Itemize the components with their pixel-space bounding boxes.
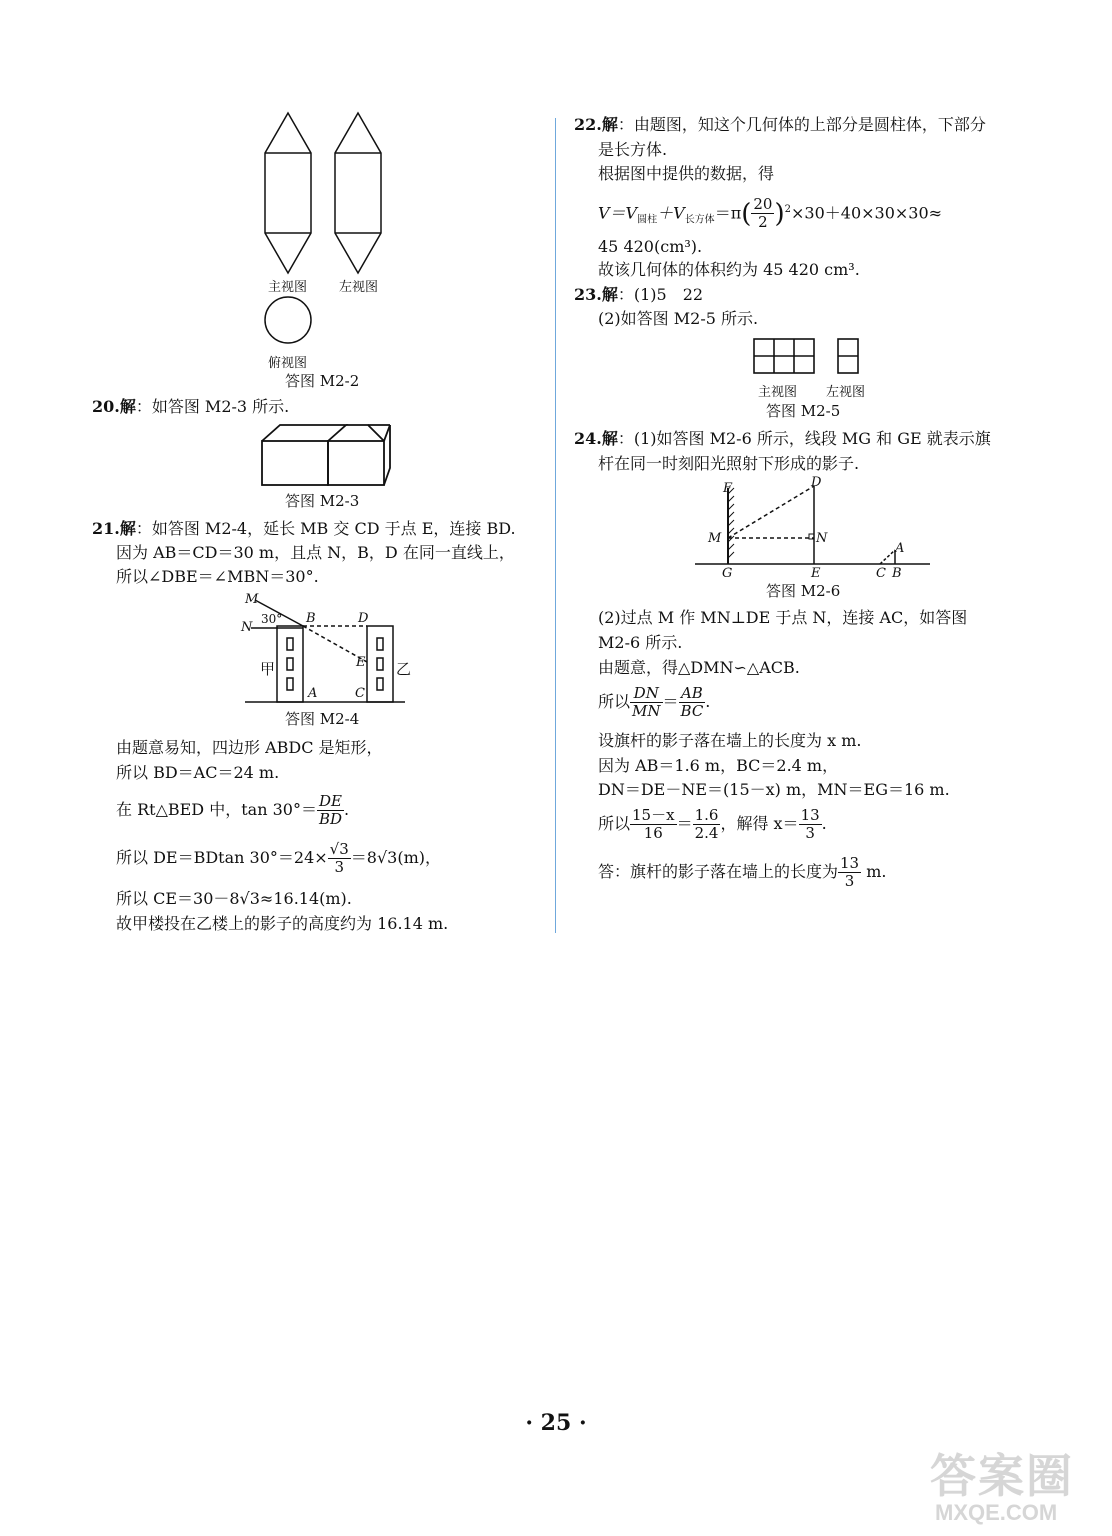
fraction-answer-13-3: [838, 855, 861, 890]
fraction-de-bd: [317, 793, 344, 828]
left-view-shape: [335, 113, 381, 273]
pt6-e: E: [811, 566, 821, 581]
pt-b: B: [306, 611, 316, 626]
q22-line-2: 是长方体.: [598, 140, 668, 159]
q21-line-4: 由题意易知，四边形 ABDC 是矩形，: [116, 738, 383, 757]
frac-den: 3: [844, 872, 855, 890]
pt-a: A: [308, 686, 318, 701]
frac-den: 2: [758, 213, 768, 232]
q21-line-7: [116, 838, 441, 878]
watermark-url: MXQE.COM: [935, 1500, 1058, 1525]
q22-sub-cylinder: 圆柱: [637, 214, 658, 226]
q24-line-6: [598, 682, 710, 722]
label-top-view: 俯视图: [268, 356, 308, 371]
q22-line-4: $V=V_{圆柱}+V_{长方体}=\pi$( $\frac{20}{2}$ )$^2$×30＋40×30×30≈: [598, 195, 943, 232]
q24-line-2: 杆在同一时刻阳光照射下形成的影子.: [598, 454, 860, 473]
frac-num: 15－x: [632, 806, 675, 824]
frac-den: 2.4: [694, 824, 719, 842]
frac-num: AB: [679, 685, 706, 703]
q24-text-10b: ，解得 x＝: [720, 814, 799, 833]
pt6-d: D: [811, 475, 822, 490]
front-view-shape: [265, 113, 311, 273]
top-view-circle: [265, 297, 311, 343]
q20-number: 20.解: [92, 397, 136, 416]
fraction-1.6-2.4: [693, 807, 721, 842]
fraction-20-2: [751, 196, 774, 231]
q24-text-10a: 所以: [598, 814, 631, 833]
frac-den: 16: [643, 824, 663, 842]
q21-text-6b: .: [344, 800, 350, 819]
frac-num: 1.6: [694, 806, 719, 824]
q22-line-6: 故该几何体的体积约为 45 420 cm³.: [598, 260, 860, 279]
pt6-a: A: [895, 541, 905, 556]
q24-number: 24.解: [574, 429, 618, 448]
q21-line-8: 所以 CE＝30－8√3≈16.14(m).: [116, 889, 352, 908]
pt6-b: B: [892, 566, 902, 581]
q23-line-2: (2)如答图 M2-5 所示.: [598, 309, 759, 328]
frac-num: 20: [753, 195, 773, 214]
q23-number: 23.解: [574, 285, 618, 304]
fraction-13-3: [799, 807, 822, 842]
frac-num: 13: [840, 854, 860, 872]
q22-line-5: 45 420(cm³).: [598, 237, 703, 256]
q23-text-1: ：(1)5 22: [617, 285, 704, 304]
frac-den: MN: [632, 702, 661, 720]
pt-c: C: [355, 686, 365, 701]
q24-line-11: [598, 852, 886, 892]
pt-e: E: [356, 655, 366, 670]
q24-line-7: 设旗杆的影子落在墙上的长度为 x m.: [598, 731, 862, 750]
q22-text-4b: ＋V: [657, 203, 685, 223]
q24-text-6b: .: [705, 692, 711, 711]
frac-num: DN: [630, 685, 662, 703]
q20-text: ：如答图 M2-3 所示.: [135, 397, 290, 416]
frac-den: BC: [680, 702, 704, 720]
caption-m2-6: 答图 M2-6: [766, 582, 841, 600]
label-left-view: 左视图: [339, 280, 379, 295]
fraction-dn-mn: [630, 685, 662, 720]
q24-text-10c: .: [821, 814, 827, 833]
caption-m2-5: 答图 M2-5: [766, 402, 841, 420]
caption-m2-2: 答图 M2-2: [285, 372, 360, 390]
q24-line-5: 由题意，得△DMN∽△ACB.: [598, 658, 800, 677]
q22-line-3: 根据图中提供的数据，得: [598, 164, 775, 183]
q24-text-1: ：(1)如答图 M2-6 所示，线段 MG 和 GE 就表示旗: [617, 429, 991, 448]
q21-text-7b: ＝8√3(m)，: [350, 848, 441, 867]
label-yi: 乙: [396, 660, 412, 678]
frac-den: BD: [318, 810, 343, 828]
q22-number: 22.解: [574, 115, 618, 134]
pt6-c: C: [876, 566, 886, 581]
q22-text-4d: ×30＋40×30×30≈: [791, 203, 943, 223]
fraction-sqrt3-3: [328, 841, 351, 876]
q22-text-1: ：由题图，知这个几何体的上部分是圆柱体，下部分: [617, 115, 986, 134]
q24-eq-6: ＝: [662, 692, 679, 711]
pt6-n: N: [816, 531, 828, 546]
q21-line-3: 所以∠DBE＝∠MBN＝30°.: [116, 567, 319, 586]
frac-den: 3: [805, 824, 815, 842]
q24-text-6a: 所以: [598, 692, 631, 711]
q24-line-9: DN＝DE－NE＝(15－x) m，MN＝EG＝16 m.: [598, 780, 950, 799]
frac-num: √3: [329, 840, 349, 858]
q21-line-9: 故甲楼投在乙楼上的影子的高度约为 16.14 m.: [116, 914, 449, 933]
pt6-g: G: [722, 566, 733, 581]
label-m2-5-left: 左视图: [826, 385, 866, 400]
label-m2-5-front: 主视图: [758, 385, 798, 400]
figure-m2-5: [750, 337, 870, 377]
pt-m: M: [245, 592, 259, 607]
column-divider: [555, 118, 556, 933]
pt6-f: F: [723, 481, 733, 496]
q22-exponent: 2: [784, 204, 791, 215]
q21-text-7a: 所以 DE＝BDtan 30°＝24×: [116, 848, 328, 867]
q22-text-4c: ＝π: [714, 203, 742, 223]
figure-m2-2: [255, 108, 395, 358]
figure-m2-3: [258, 420, 393, 490]
q23-line-1: [574, 284, 703, 306]
q21-line-1: [92, 518, 516, 540]
frac-num: 13: [800, 806, 820, 824]
frac-den: 3: [334, 858, 344, 876]
q24-line-8: 因为 AB＝1.6 m，BC＝2.4 m，: [598, 756, 839, 775]
q21-text-1: ：如答图 M2-4，延长 MB 交 CD 于点 E，连接 BD.: [135, 519, 516, 538]
figure-m2-4: [235, 590, 415, 710]
q24-line-4: M2-6 所示.: [598, 633, 683, 652]
q24-eq-10: ＝: [676, 814, 693, 833]
q24-line-10: [598, 804, 827, 844]
q21-line-6: [116, 790, 349, 830]
caption-m2-4: 答图 M2-4: [285, 710, 360, 728]
label-jia: 甲: [260, 660, 276, 678]
q24-text-11a: 答：旗杆的影子落在墙上的长度为: [598, 862, 839, 881]
q22-sub-cuboid: 长方体: [684, 214, 715, 226]
caption-m2-3: 答图 M2-3: [285, 492, 360, 510]
pt-d: D: [358, 611, 369, 626]
q22-line-1: [574, 114, 986, 136]
q20-line: [92, 396, 289, 418]
frac-num: DE: [317, 793, 344, 811]
q24-line-3: (2)过点 M 作 MN⊥DE 于点 N，连接 AC，如答图: [598, 608, 968, 627]
q21-text-6a: 在 Rt△BED 中，tan 30°＝: [116, 800, 317, 819]
q21-number: 21.解: [92, 519, 136, 538]
label-front-view: 主视图: [268, 280, 308, 295]
fraction-15x-16: [630, 807, 677, 842]
q22-text-4a: V＝V: [598, 203, 638, 223]
q21-line-2: 因为 AB＝CD＝30 m，且点 N，B，D 在同一直线上，: [116, 543, 515, 562]
q24-line-1: [574, 428, 991, 450]
angle-30: 30°: [261, 612, 283, 626]
q21-line-5: 所以 BD＝AC＝24 m.: [116, 763, 280, 782]
page-number: · 25 ·: [525, 1410, 587, 1436]
pt6-m: M: [708, 531, 722, 546]
pt-n: N: [241, 620, 253, 635]
fraction-ab-bc: [679, 685, 706, 720]
watermark-logo: 答案圈: [930, 1450, 1074, 1502]
q24-text-11b: m.: [861, 862, 887, 881]
